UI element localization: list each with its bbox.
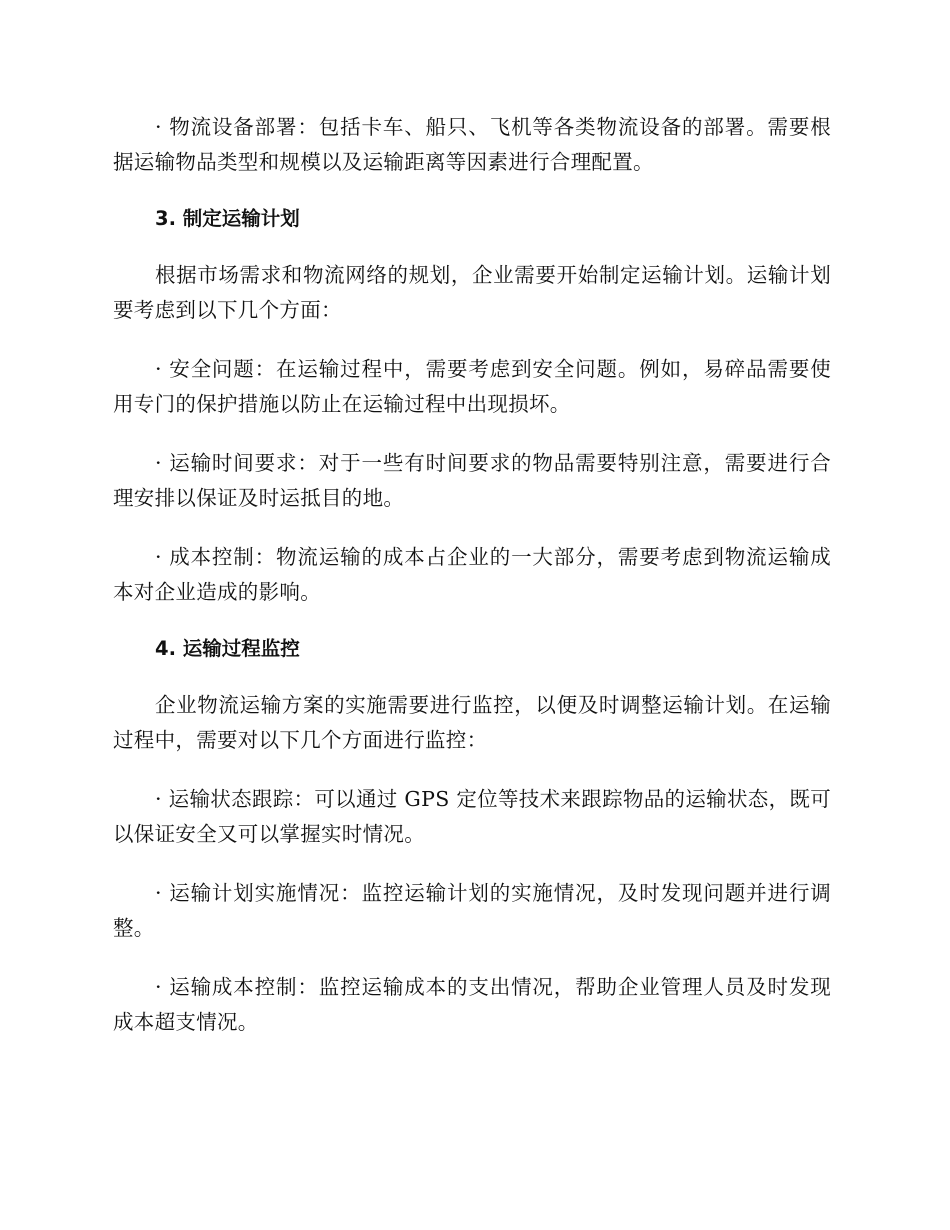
section-heading-transport-plan: 3. 制定运输计划: [155, 207, 300, 230]
paragraph-monitoring-intro: 企业物流运输方案的实施需要进行监控，以便及时调整运输计划。在运输过程中，需要对以下几个方面进行监控：: [113, 693, 831, 752]
bullet-safety: · 安全问题：在运输过程中，需要考虑到安全问题。例如，易碎品需要使用专门的保护措施以防止在运输过程中出现损坏。: [113, 357, 831, 416]
section-heading-process-monitoring: 4. 运输过程监控: [155, 637, 300, 660]
bullet-cost-monitoring: · 运输成本控制：监控运输成本的支出情况，帮助企业管理人员及时发现成本超支情况。: [113, 975, 831, 1034]
bullet-time-requirement: · 运输时间要求：对于一些有时间要求的物品需要特别注意，需要进行合理安排以保证及时运抵目的地。: [113, 451, 831, 510]
bullet-equipment-deployment: · 物流设备部署：包括卡车、船只、飞机等各类物流设备的部署。需要根据运输物品类型和规模以及运输距离等因素进行合理配置。: [113, 115, 831, 174]
bullet-status-tracking: · 运输状态跟踪：可以通过 GPS 定位等技术来跟踪物品的运输状态，既可以保证安全又可以掌握实时情况。: [113, 787, 831, 846]
bullet-plan-execution: · 运输计划实施情况：监控运输计划的实施情况，及时发现问题并进行调整。: [113, 881, 831, 940]
bullet-cost-control: · 成本控制：物流运输的成本占企业的一大部分，需要考虑到物流运输成本对企业造成的影响。: [113, 545, 831, 604]
paragraph-transport-plan-intro: 根据市场需求和物流网络的规划，企业需要开始制定运输计划。运输计划要考虑到以下几个方面：: [113, 263, 831, 322]
document-body: [113, 110, 831, 1064]
